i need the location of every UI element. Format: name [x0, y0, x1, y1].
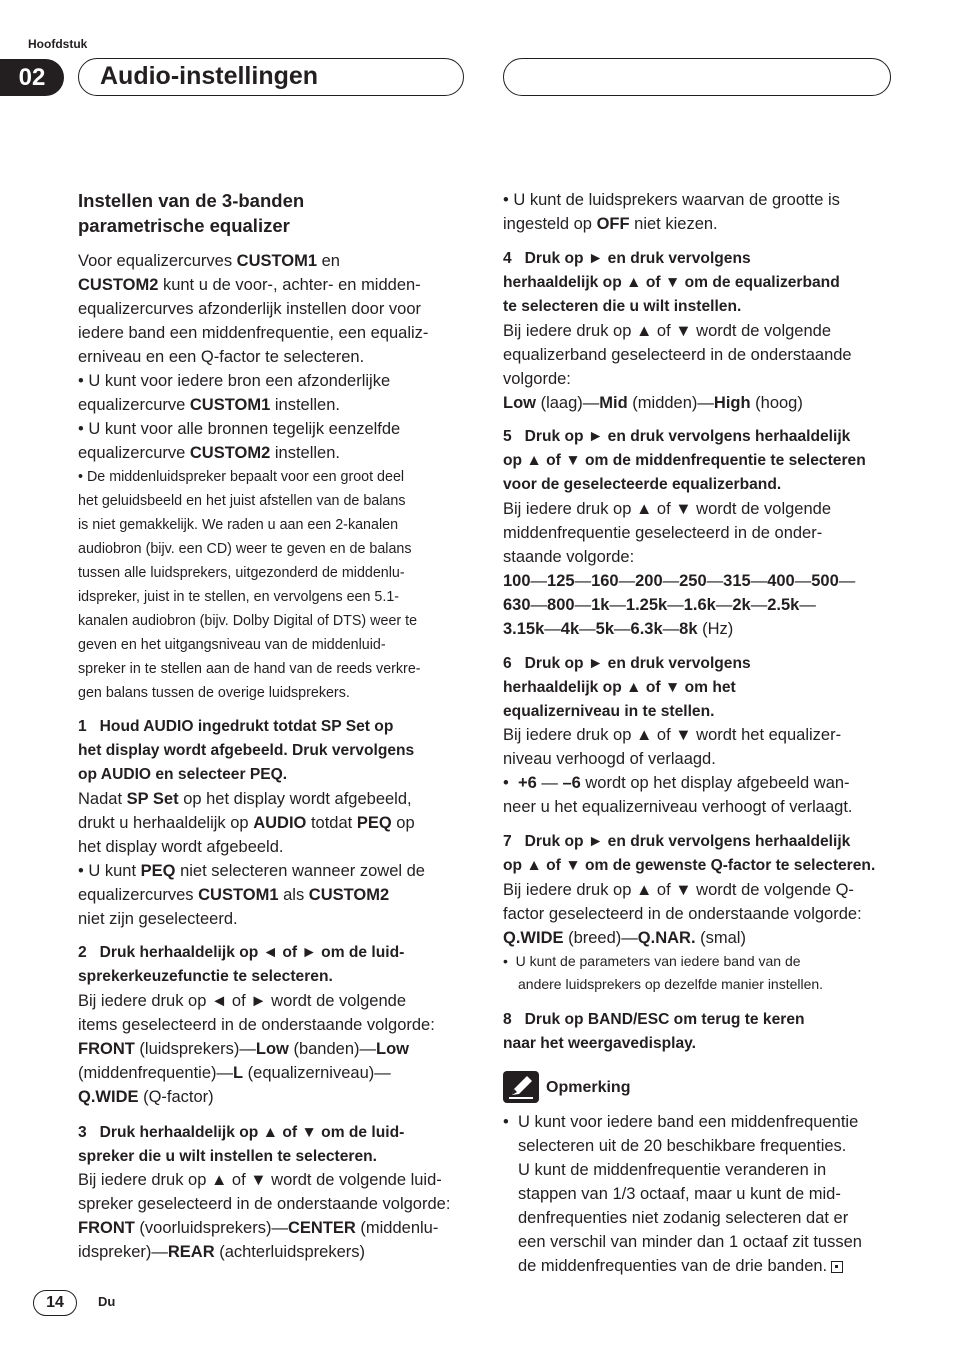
text-line: 100—125—160—200—250—315—400—500— — [503, 572, 856, 590]
text-line: niet zijn geselecteerd. — [78, 910, 238, 928]
text-line: idspreker)—REAR (achterluidsprekers) — [78, 1243, 366, 1261]
text-line: spreker geselecteerd in de onderstaande volgorde: — [78, 1195, 451, 1213]
text-line: staande volgorde: — [503, 548, 635, 566]
text-line: Bij iedere druk op ▲ of ▼ wordt de volgende Q- — [503, 881, 854, 899]
text-line: 7 Druk op ► en druk vervolgens herhaaldelijk — [503, 833, 851, 850]
text-line: FRONT (voorluidsprekers)—CENTER (middenlu- — [78, 1219, 439, 1237]
right_column-block-3 — [503, 425, 895, 497]
text-line: spreker die u wilt instellen te selecteren. — [78, 1148, 377, 1165]
text-line: 5 Druk op ► en druk vervolgens herhaaldelijk — [503, 428, 851, 445]
left_column-block-0 — [78, 188, 466, 238]
right_column-block-11 — [503, 1110, 895, 1278]
text-line: stappen van 1/3 octaaf, maar u kunt de mid- — [518, 1185, 841, 1203]
chapter-label: Hoofdstuk — [28, 37, 88, 51]
text-line: het geluidsbeeld en het juist afstellen van de balans — [78, 493, 406, 509]
text-line: 3.15k—4k—5k—6.3k—8k (Hz) — [503, 620, 734, 638]
text-line: kanalen audiobron (bijv. Dolby Digital of DTS) weer te — [78, 613, 418, 629]
text-line: parametrische equalizer — [78, 215, 290, 236]
text-line: Low (laag)—Mid (midden)—High (hoog) — [503, 394, 803, 412]
text-line: 1 Houd AUDIO ingedrukt totdat SP Set op — [78, 718, 394, 735]
text-line: andere luidsprekers op dezelfde manier instellen. — [518, 976, 824, 992]
left_column-block-4 — [78, 787, 466, 931]
right_column-block-6 — [503, 723, 895, 819]
text-line: gen balans tussen de overige luidsprekers. — [78, 685, 350, 701]
text-line: Bij iedere druk op ▲ of ▼ wordt de volgende — [503, 500, 832, 518]
text-line: te selecteren die u wilt instellen. — [503, 298, 742, 315]
left_column-block-8 — [78, 1168, 466, 1264]
text-line: Voor equalizercurves CUSTOM1 en — [78, 252, 340, 270]
text-line: idspreker, juist in te stellen, en vervolgens een 5.1- — [78, 589, 400, 605]
text-line: erniveau en een Q-factor te selecteren. — [78, 348, 365, 366]
text-line: • De middenluidspreker bepaalt voor een groot deel — [78, 469, 405, 485]
text-line: spreker in te stellen aan de hand van de reeds verkre- — [78, 661, 421, 677]
text-line: ingesteld op OFF niet kiezen. — [503, 215, 718, 233]
text-line: iedere band een middenfrequentie, een equaliz- — [78, 324, 429, 342]
right_column-block-7 — [503, 830, 895, 878]
text-line: op AUDIO en selecteer PEQ. — [78, 766, 288, 783]
note-heading: Opmerking — [546, 1079, 631, 1096]
pencil-note-icon — [503, 1071, 539, 1103]
text-line: equalizercurve CUSTOM2 instellen. — [78, 444, 340, 462]
text-line: is niet gemakkelijk. We raden u aan een 2-kanalen — [78, 517, 399, 533]
text-line: U kunt de middenfrequentie veranderen in — [518, 1161, 827, 1179]
page-number: 14 — [33, 1290, 77, 1316]
left_column-block-5 — [78, 941, 466, 989]
text-line: 630—800—1k—1.25k—1.6k—2k—2.5k— — [503, 596, 816, 614]
text-line: op ▲ of ▼ om de middenfrequentie te selecteren — [503, 452, 866, 469]
language-code: Du — [98, 1294, 116, 1309]
text-line: de middenfrequenties van de drie banden. — [503, 1254, 895, 1278]
text-line: Nadat SP Set op het display wordt afgebeeld, — [78, 790, 412, 808]
text-line: equalizercurve CUSTOM1 instellen. — [78, 396, 340, 414]
text-line: het display wordt afgebeeld. — [78, 838, 284, 856]
text-line: Bij iedere druk op ▲ of ▼ wordt het equalizer- — [503, 726, 842, 744]
right_column-block-9 — [503, 950, 895, 996]
right_column-block-10 — [503, 1008, 895, 1056]
text-line: • U kunt de luidsprekers waarvan de grootte is — [503, 191, 840, 209]
right_column-block-8 — [503, 878, 895, 950]
text-line: audiobron (bijv. een CD) weer te geven en de balans — [78, 541, 412, 557]
text-line: Instellen van de 3-banden — [78, 190, 305, 211]
text-line: • +6 — –6 wordt op het display afgebeeld wan- — [503, 774, 850, 792]
text-line: geven en het uitgangsniveau van de middenluid- — [78, 637, 386, 653]
right_column-block-4 — [503, 497, 895, 641]
text-line: 6 Druk op ► en druk vervolgens — [503, 655, 751, 672]
text-line: niveau verhoogd of verlaagd. — [503, 750, 716, 768]
text-line: equalizerband geselecteerd in de onderstaande — [503, 346, 852, 364]
text-line: herhaaldelijk op ▲ of ▼ om het — [503, 679, 736, 696]
text-line: tussen alle luidsprekers, uitgezonderd de middenlu- — [78, 565, 405, 581]
text-line: • U kunt de parameters van iedere band van de — [503, 953, 801, 969]
right_column-block-2 — [503, 319, 895, 415]
text-line: Bij iedere druk op ▲ of ▼ wordt de volgende — [503, 322, 832, 340]
text-line: Q.WIDE (Q-factor) — [78, 1088, 214, 1106]
text-line: op ▲ of ▼ om de gewenste Q-factor te selecteren. — [503, 857, 876, 874]
right_column-block-5 — [503, 652, 895, 724]
page-title: Audio-instellingen — [100, 62, 319, 90]
left_column-block-2 — [78, 465, 466, 705]
text-line: (middenfrequentie)—L (equalizerniveau)— — [78, 1064, 391, 1082]
text-line: • U kunt voor iedere band een middenfrequentie — [503, 1113, 859, 1131]
header-right-frame — [503, 58, 891, 96]
text-line: 3 Druk herhaaldelijk op ▲ of ▼ om de luid- — [78, 1124, 405, 1141]
text-line: herhaaldelijk op ▲ of ▼ om de equalizerband — [503, 274, 840, 291]
text-line: FRONT (luidsprekers)—Low (banden)—Low — [78, 1040, 409, 1058]
text-line: factor geselecteerd in de onderstaande volgorde: — [503, 905, 862, 923]
text-line: voor de geselecteerde equalizerband. — [503, 476, 782, 493]
left_column-block-3 — [78, 715, 466, 787]
left_column-block-1 — [78, 249, 466, 465]
text-line: het display wordt afgebeeld. Druk vervolgens — [78, 742, 415, 759]
text-line: drukt u herhaaldelijk op AUDIO totdat PEQ op — [78, 814, 415, 832]
text-line: items geselecteerd in de onderstaande volgorde: — [78, 1016, 435, 1034]
text-line: equalizercurves CUSTOM1 als CUSTOM2 — [78, 886, 390, 904]
text-line: 8 Druk op BAND/ESC om terug te keren — [503, 1011, 805, 1028]
chapter-number-badge: 02 — [0, 59, 64, 96]
text-line: volgorde: — [503, 370, 571, 388]
text-line: Bij iedere druk op ▲ of ▼ wordt de volgende luid- — [78, 1171, 442, 1189]
text-line: selecteren uit de 20 beschikbare frequenties. — [518, 1137, 847, 1155]
left_column-block-7 — [78, 1121, 466, 1169]
text-line: equalizercurves afzonderlijk instellen door voor — [78, 300, 422, 318]
end-of-section-icon — [831, 1261, 843, 1273]
left_column-block-6 — [78, 989, 466, 1109]
text-line: middenfrequentie geselecteerd in de onder- — [503, 524, 823, 542]
text-line: • U kunt voor alle bronnen tegelijk eenzelfde — [78, 420, 401, 438]
text-line: 2 Druk herhaaldelijk op ◄ of ► om de luid- — [78, 944, 405, 961]
text-line: sprekerkeuzefunctie te selecteren. — [78, 968, 333, 985]
text-line: 4 Druk op ► en druk vervolgens — [503, 250, 751, 267]
text-line: naar het weergavedisplay. — [503, 1035, 696, 1052]
text-line: Q.WIDE (breed)—Q.NAR. (smal) — [503, 929, 746, 947]
text-line: een verschil van minder dan 1 octaaf zit tussen — [518, 1233, 862, 1251]
text-line: CUSTOM2 kunt u de voor-, achter- en midden- — [78, 276, 421, 294]
text-line: equalizerniveau in te stellen. — [503, 703, 715, 720]
text-line: • U kunt PEQ niet selecteren wanneer zowel de — [78, 862, 425, 880]
right_column-block-0 — [503, 188, 895, 236]
text-line: • U kunt voor iedere bron een afzonderlijke — [78, 372, 391, 390]
text-line: denfrequenties niet zodanig selecteren dat er — [518, 1209, 849, 1227]
text-line: neer u het equalizerniveau verhoogt of verlaagt. — [503, 798, 853, 816]
text-line: Bij iedere druk op ◄ of ► wordt de volgende — [78, 992, 407, 1010]
right_column-block-1 — [503, 247, 895, 319]
